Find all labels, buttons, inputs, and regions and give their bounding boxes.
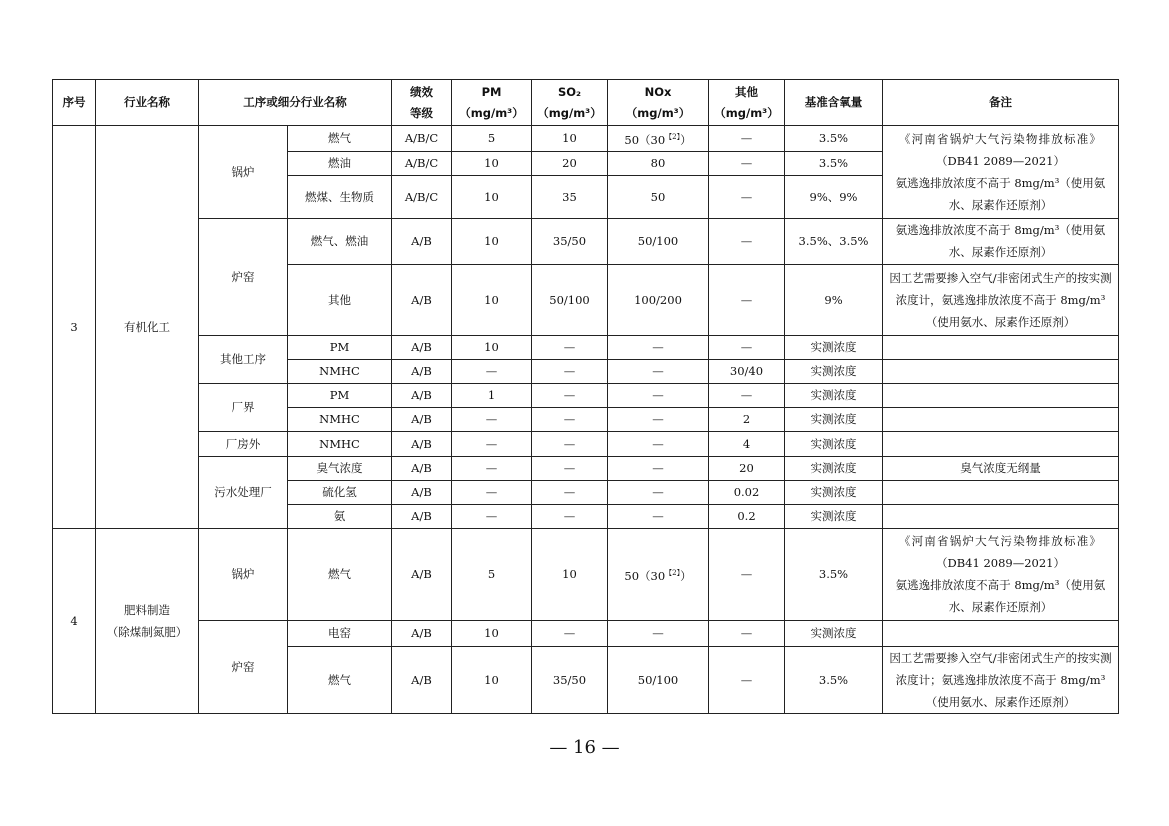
oxygen-cell: 3.5% [785, 126, 883, 152]
pm-cell: 10 [452, 646, 532, 713]
group-cell-boiler: 锅炉 [199, 126, 288, 219]
sub-cell: 燃煤、生物质 [288, 175, 392, 218]
oxygen-cell: 9%、9% [785, 175, 883, 218]
sub-cell: PM [288, 383, 392, 407]
so2-cell: — [532, 504, 608, 528]
other-cell: — [709, 383, 785, 407]
remark-cell-boiler [883, 528, 1119, 620]
so2-cell: — [532, 431, 608, 456]
nox-cell: — [608, 383, 709, 407]
so2-cell: — [532, 383, 608, 407]
header-seq: 序号 [53, 80, 96, 126]
remark-line: 《河南省锅炉大气污染物排放标准》 [898, 534, 1103, 549]
remark-cell-kiln-gas-oil: 氨逃逸排放浓度不高于 8mg/m³（使用氨水、尿素作还原剂） [883, 218, 1119, 264]
oxygen-cell: 3.5% [785, 151, 883, 175]
oxygen-cell: 实测浓度 [785, 383, 883, 407]
other-cell: — [709, 126, 785, 152]
so2-cell: 10 [532, 528, 608, 620]
oxygen-cell: 3.5% [785, 646, 883, 713]
grade-cell: A/B [392, 431, 452, 456]
footnote-ref: 【2】 [665, 133, 681, 141]
page-number: — 16 — [549, 737, 620, 758]
pm-cell: 10 [452, 218, 532, 264]
pm-cell: 10 [452, 175, 532, 218]
remark-cell-boiler [883, 126, 1119, 219]
table-row [53, 456, 1119, 480]
sub-cell: NMHC [288, 359, 392, 383]
sub-cell: 氨 [288, 504, 392, 528]
sub-cell: 硫化氢 [288, 480, 392, 504]
nox-cell: — [608, 407, 709, 431]
group-cell-outside-plant: 厂房外 [199, 431, 288, 456]
grade-cell: A/B [392, 504, 452, 528]
table-row [53, 620, 1119, 646]
oxygen-cell: 3.5% [785, 528, 883, 620]
nox-cell: 100/200 [608, 264, 709, 335]
nox-value: 50（30 [624, 132, 666, 147]
remark-cell-empty [883, 431, 1119, 456]
nox-cell: — [608, 504, 709, 528]
so2-cell: — [532, 335, 608, 359]
other-cell: 20 [709, 456, 785, 480]
remark-cell-empty [883, 335, 1119, 359]
nox-cell: 50 [608, 175, 709, 218]
sub-cell: 其他 [288, 264, 392, 335]
other-cell: — [709, 175, 785, 218]
sub-cell: 燃气 [288, 528, 392, 620]
nox-cell [608, 126, 709, 152]
sub-cell: 臭气浓度 [288, 456, 392, 480]
group-cell-kiln: 炉窑 [199, 218, 288, 335]
other-cell: 30/40 [709, 359, 785, 383]
grade-cell: A/B [392, 456, 452, 480]
pm-cell: 5 [452, 528, 532, 620]
nox-value: 50（30 [624, 568, 666, 583]
industry-line: 肥料制造 [124, 602, 170, 617]
other-cell: 4 [709, 431, 785, 456]
so2-cell: 10 [532, 126, 608, 152]
remark-cell-empty [883, 407, 1119, 431]
other-cell: — [709, 264, 785, 335]
so2-cell: — [532, 620, 608, 646]
grade-cell: A/B [392, 359, 452, 383]
sub-cell: NMHC [288, 407, 392, 431]
sub-cell: 燃油 [288, 151, 392, 175]
oxygen-cell: 实测浓度 [785, 359, 883, 383]
sub-cell: 燃气、燃油 [288, 218, 392, 264]
other-cell: — [709, 218, 785, 264]
grade-cell: A/B/C [392, 126, 452, 152]
sub-cell: 电窑 [288, 620, 392, 646]
pm-cell: — [452, 480, 532, 504]
header-nox-unit: （mg/m³） [625, 105, 691, 120]
pm-cell: — [452, 431, 532, 456]
header-row [53, 80, 1119, 126]
pm-cell: — [452, 504, 532, 528]
header-nox [608, 80, 709, 126]
so2-cell: — [532, 480, 608, 504]
table-row [53, 335, 1119, 359]
so2-cell: 35 [532, 175, 608, 218]
grade-cell: A/B [392, 407, 452, 431]
remark-cell-empty [883, 480, 1119, 504]
remark-cell-empty [883, 359, 1119, 383]
nox-cell: — [608, 480, 709, 504]
so2-cell: 35/50 [532, 646, 608, 713]
remark-cell-empty [883, 383, 1119, 407]
pm-cell: 5 [452, 126, 532, 152]
oxygen-cell: 实测浓度 [785, 456, 883, 480]
table-row [53, 383, 1119, 407]
oxygen-cell: 实测浓度 [785, 407, 883, 431]
other-cell: 2 [709, 407, 785, 431]
header-so2-label: SO₂ [557, 84, 582, 99]
grade-cell: A/B [392, 620, 452, 646]
sub-cell: PM [288, 335, 392, 359]
grade-cell: A/B [392, 383, 452, 407]
group-cell-wastewater: 污水处理厂 [199, 456, 288, 528]
table-row [53, 431, 1119, 456]
grade-cell: A/B [392, 480, 452, 504]
pm-cell: 10 [452, 335, 532, 359]
header-pm-label: PM [481, 84, 502, 99]
header-nox-label: NOx [644, 84, 672, 99]
pm-cell: 1 [452, 383, 532, 407]
header-other [709, 80, 785, 126]
header-pm [452, 80, 532, 126]
pm-cell: 10 [452, 151, 532, 175]
grade-cell: A/B [392, 264, 452, 335]
seq-cell: 4 [53, 528, 96, 713]
remark-cell-empty [883, 504, 1119, 528]
oxygen-cell: 实测浓度 [785, 504, 883, 528]
group-cell-boiler: 锅炉 [199, 528, 288, 620]
grade-cell: A/B [392, 646, 452, 713]
so2-cell: 50/100 [532, 264, 608, 335]
header-other-unit: （mg/m³） [714, 105, 779, 120]
remark-cell-kiln-other: 因工艺需要掺入空气/非密闭式生产的按实测浓度计，氨逃逸排放浓度不高于 8mg/m³（使用氨水、尿素作还原剂） [883, 264, 1119, 335]
remark-line: 《河南省锅炉大气污染物排放标准》 [898, 131, 1103, 146]
header-grade-line2: 等级 [410, 105, 433, 120]
grade-cell: A/B/C [392, 175, 452, 218]
remark-cell-empty [883, 620, 1119, 646]
nox-cell: — [608, 335, 709, 359]
remark-cell-kiln-gas: 因工艺需要掺入空气/非密闭式生产的按实测浓度计；氨逃逸排放浓度不高于 8mg/m³（使用氨水、尿素作还原剂） [883, 646, 1119, 713]
header-other-label: 其他 [735, 84, 758, 99]
grade-cell: A/B [392, 528, 452, 620]
remark-line: 氨逃逸排放浓度不高于 8mg/m³（使用氨水、尿素作还原剂） [895, 578, 1106, 615]
so2-cell: — [532, 456, 608, 480]
header-so2 [532, 80, 608, 126]
remark-cell-odor: 臭气浓度无纲量 [883, 456, 1119, 480]
oxygen-cell: 实测浓度 [785, 335, 883, 359]
footnote-ref: 【2】 [665, 568, 681, 577]
sub-cell: 燃气 [288, 126, 392, 152]
header-oxygen: 基准含氧量 [785, 80, 883, 126]
group-cell-kiln: 炉窑 [199, 620, 288, 713]
header-process: 工序或细分行业名称 [199, 80, 392, 126]
so2-cell: — [532, 407, 608, 431]
other-cell: — [709, 528, 785, 620]
oxygen-cell: 实测浓度 [785, 480, 883, 504]
nox-cell: 50/100 [608, 218, 709, 264]
grade-cell: A/B [392, 335, 452, 359]
nox-tail: ） [680, 132, 692, 147]
other-cell: 0.02 [709, 480, 785, 504]
sub-cell: 燃气 [288, 646, 392, 713]
remark-line: （DB41 2089—2021） [936, 556, 1065, 571]
pm-cell: — [452, 456, 532, 480]
grade-cell: A/B [392, 218, 452, 264]
header-pm-unit: （mg/m³） [459, 105, 524, 120]
other-cell: — [709, 646, 785, 713]
nox-cell: 50/100 [608, 646, 709, 713]
oxygen-cell: 3.5%、3.5% [785, 218, 883, 264]
group-cell-other-process: 其他工序 [199, 335, 288, 383]
oxygen-cell: 实测浓度 [785, 620, 883, 646]
pm-cell: — [452, 407, 532, 431]
so2-cell: 20 [532, 151, 608, 175]
table-row [53, 218, 1119, 264]
nox-cell: — [608, 431, 709, 456]
so2-cell: — [532, 359, 608, 383]
grade-cell: A/B/C [392, 151, 452, 175]
nox-cell [608, 528, 709, 620]
other-cell: 0.2 [709, 504, 785, 528]
remark-line: （DB41 2089—2021） [936, 153, 1065, 168]
table-row [53, 528, 1119, 620]
other-cell: — [709, 620, 785, 646]
group-cell-boundary: 厂界 [199, 383, 288, 431]
oxygen-cell: 实测浓度 [785, 431, 883, 456]
industry-cell [96, 528, 199, 713]
so2-cell: 35/50 [532, 218, 608, 264]
header-industry: 行业名称 [96, 80, 199, 126]
header-so2-unit: （mg/m³） [537, 105, 602, 120]
remark-line: 氨逃逸排放浓度不高于 8mg/m³（使用氨水、尿素作还原剂） [895, 175, 1106, 212]
oxygen-cell: 9% [785, 264, 883, 335]
pm-cell: — [452, 359, 532, 383]
emission-standards-table [52, 79, 1119, 714]
other-cell: — [709, 151, 785, 175]
header-remark: 备注 [883, 80, 1119, 126]
sub-cell: NMHC [288, 431, 392, 456]
nox-cell: — [608, 456, 709, 480]
nox-cell: 80 [608, 151, 709, 175]
nox-tail: ） [680, 568, 692, 583]
header-grade [392, 80, 452, 126]
nox-cell: — [608, 359, 709, 383]
nox-cell: — [608, 620, 709, 646]
industry-line: （除煤制氮肥） [106, 624, 188, 639]
seq-cell: 3 [53, 126, 96, 529]
header-grade-line1: 绩效 [410, 84, 433, 99]
pm-cell: 10 [452, 620, 532, 646]
other-cell: — [709, 335, 785, 359]
industry-cell: 有机化工 [96, 126, 199, 529]
pm-cell: 10 [452, 264, 532, 335]
table-row [53, 126, 1119, 152]
